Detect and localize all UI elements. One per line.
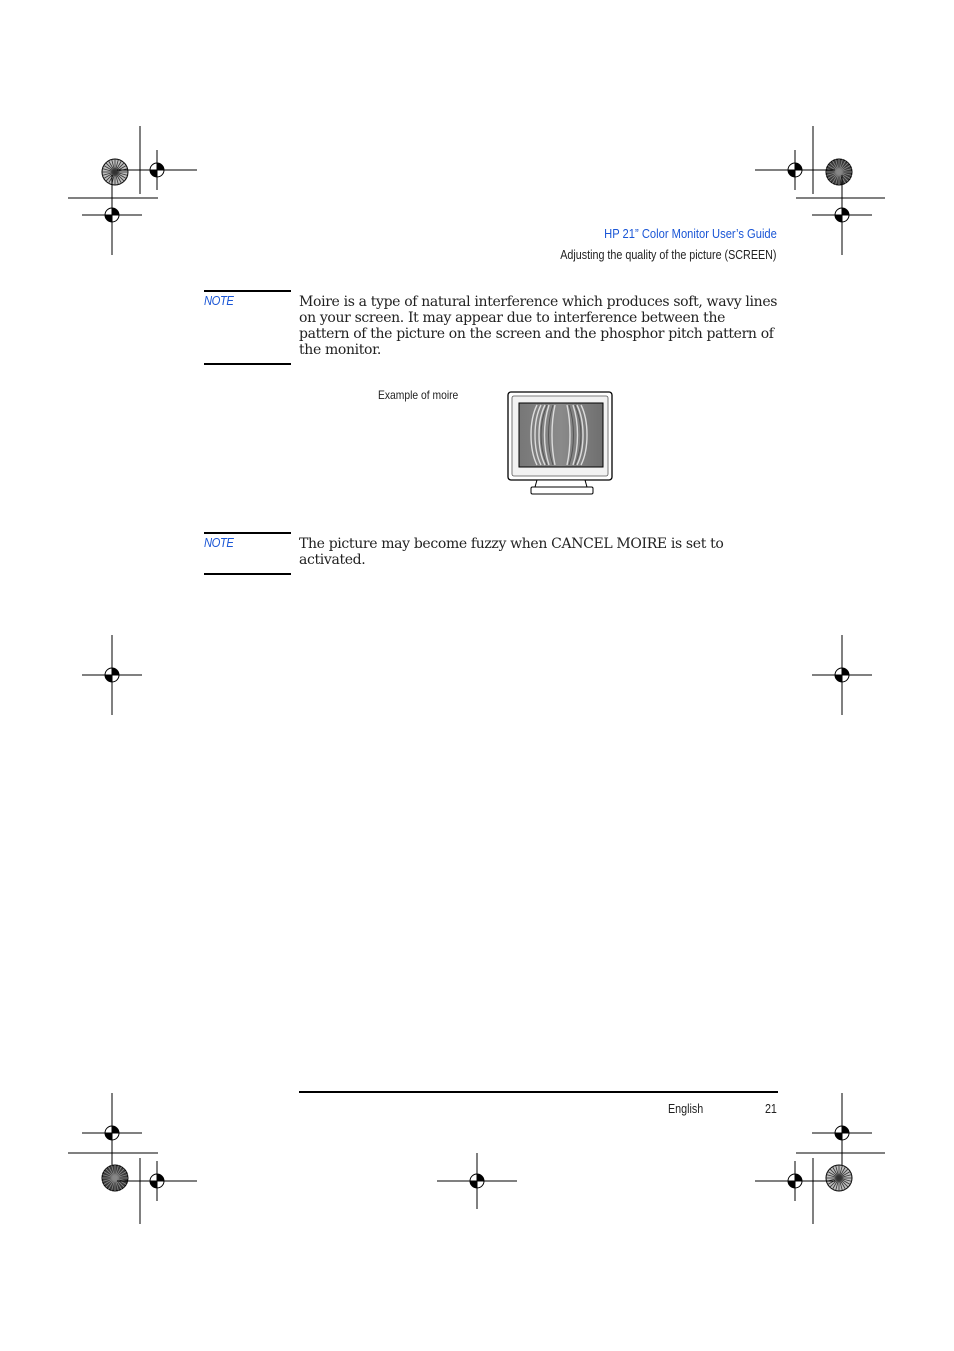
crosshair-mark — [812, 1093, 872, 1173]
note-top-rule — [204, 290, 291, 292]
section-title: Adjusting the quality of the picture (SCREEN) — [560, 248, 777, 262]
crosshair-mark — [82, 1093, 142, 1173]
page-number: 21 — [765, 1102, 777, 1116]
note-text: Moire is a type of natural interference which produces soft, wavy lines on your screen. It may appear due to interference between the pattern of the picture on the screen and the phosphor pitch pattern of the monitor. — [299, 294, 778, 358]
crosshair-mark — [117, 150, 197, 190]
note-text: The picture may become fuzzy when CANCEL MOIRE is set to activated. — [299, 536, 724, 568]
crosshair-mark — [117, 1161, 197, 1201]
crosshair-mark — [755, 150, 835, 190]
crosshair-mark — [812, 175, 872, 255]
crosshair-mark — [437, 1153, 517, 1209]
note-bottom-rule — [204, 363, 291, 365]
footer-rule — [299, 1091, 778, 1093]
crosshair-mark — [82, 175, 142, 255]
note-bottom-rule — [204, 573, 291, 575]
color-target-mark — [102, 159, 128, 185]
note-label: NOTE — [204, 536, 234, 550]
color-target-mark — [102, 1165, 128, 1191]
crosshair-mark — [812, 635, 872, 715]
monitor-moire-illustration — [507, 391, 617, 497]
note-label: NOTE — [204, 294, 234, 308]
footer-language: English — [668, 1102, 704, 1116]
color-target-mark — [826, 159, 852, 185]
crosshair-mark — [755, 1161, 835, 1201]
note-top-rule — [204, 532, 291, 534]
figure-caption: Example of moire — [378, 388, 459, 402]
guide-title: HP 21” Color Monitor User’s Guide — [604, 226, 777, 241]
crosshair-mark — [82, 635, 142, 715]
color-target-mark — [826, 1165, 852, 1191]
